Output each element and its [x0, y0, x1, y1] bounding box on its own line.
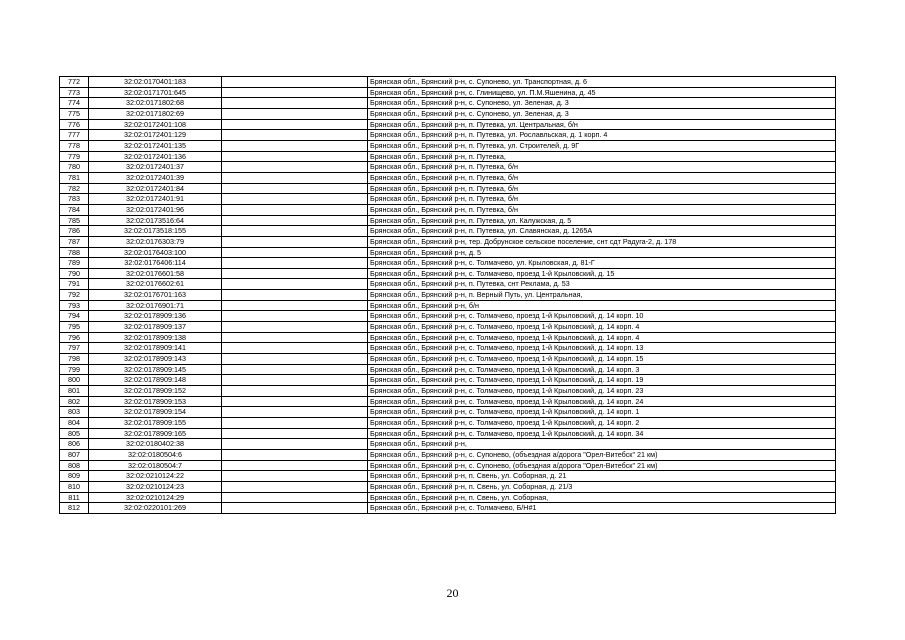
cadastral-number-cell: 32:02:0173518:155 — [89, 226, 222, 237]
table-row — [60, 418, 836, 429]
cadastral-number-cell: 32:02:0176602:61 — [89, 279, 222, 290]
cadastral-number-cell: 32:02:0172401:96 — [89, 204, 222, 215]
row-number-cell: 805 — [60, 428, 89, 439]
address-cell: Брянская обл., Брянский р-н, с. Толмачево, проезд 1-й Крыловский, д. 14 корп. 13 — [368, 343, 836, 354]
row-number-cell: 799 — [60, 364, 89, 375]
cadastral-number-cell: 32:02:0176303:79 — [89, 236, 222, 247]
property-registry-table — [59, 76, 836, 514]
table-row — [60, 77, 836, 88]
row-number-cell: 787 — [60, 236, 89, 247]
address-cell: Брянская обл., Брянский р-н, с. Толмачево, проезд 1-й Крыловский, д. 14 корп. 3 — [368, 364, 836, 375]
row-number-cell: 774 — [60, 98, 89, 109]
empty-cell — [222, 418, 368, 429]
row-number-cell: 779 — [60, 151, 89, 162]
address-cell: Брянская обл., Брянский р-н, п. Путевка, б/н — [368, 204, 836, 215]
table-row — [60, 364, 836, 375]
cadastral-number-cell: 32:02:0178909:155 — [89, 418, 222, 429]
address-cell: Брянская обл., Брянский р-н, с. Толмачево, ул. Крыловская, д. 81-Г — [368, 258, 836, 269]
cadastral-number-cell: 32:02:0172401:136 — [89, 151, 222, 162]
address-cell: Брянская обл., Брянский р-н, с. Толмачево, проезд 1-й Крыловский, д. 14 корп. 19 — [368, 375, 836, 386]
cadastral-number-cell: 32:02:0178909:152 — [89, 386, 222, 397]
row-number-cell: 791 — [60, 279, 89, 290]
row-number-cell: 806 — [60, 439, 89, 450]
table-row — [60, 396, 836, 407]
cadastral-number-cell: 32:02:0176601:58 — [89, 268, 222, 279]
table-row — [60, 386, 836, 397]
registry-table-body — [60, 77, 836, 514]
table-row — [60, 194, 836, 205]
empty-cell — [222, 311, 368, 322]
cadastral-number-cell: 32:02:0176403:100 — [89, 247, 222, 258]
row-number-cell: 781 — [60, 172, 89, 183]
row-number-cell: 798 — [60, 354, 89, 365]
table-row — [60, 332, 836, 343]
address-cell: Брянская обл., Брянский р-н, с. Толмачево, проезд 1-й Крыловский, д. 14 корп. 34 — [368, 428, 836, 439]
empty-cell — [222, 471, 368, 482]
table-row — [60, 503, 836, 514]
row-number-cell: 807 — [60, 449, 89, 460]
empty-cell — [222, 322, 368, 333]
address-cell: Брянская обл., Брянский р-н, п. Путевка, ул. Калужская, д. 5 — [368, 215, 836, 226]
cadastral-number-cell: 32:02:0176901:71 — [89, 300, 222, 311]
table-row — [60, 108, 836, 119]
address-cell: Брянская обл., Брянский р-н, тер. Добрунское сельское поселение, снт сдт Радуга-2, д. 178 — [368, 236, 836, 247]
row-number-cell: 795 — [60, 322, 89, 333]
cadastral-number-cell: 32:02:0210124:29 — [89, 492, 222, 503]
address-cell: Брянская обл., Брянский р-н, с. Супонево, ул. Транспортная, д. 6 — [368, 77, 836, 88]
row-number-cell: 785 — [60, 215, 89, 226]
table-row — [60, 460, 836, 471]
empty-cell — [222, 407, 368, 418]
cadastral-number-cell: 32:02:0171701:645 — [89, 87, 222, 98]
empty-cell — [222, 460, 368, 471]
empty-cell — [222, 194, 368, 205]
table-row — [60, 204, 836, 215]
table-row — [60, 140, 836, 151]
row-number-cell: 775 — [60, 108, 89, 119]
address-cell: Брянская обл., Брянский р-н, п. Путевка, ул. Рославльская, д. 1 корп. 4 — [368, 130, 836, 141]
cadastral-number-cell: 32:02:0171802:69 — [89, 108, 222, 119]
table-row — [60, 172, 836, 183]
address-cell: Брянская обл., Брянский р-н, п. Путевка, б/н — [368, 183, 836, 194]
address-cell: Брянская обл., Брянский р-н, с. Толмачево, проезд 1-й Крыловский, д. 14 корп. 1 — [368, 407, 836, 418]
table-row — [60, 428, 836, 439]
row-number-cell: 780 — [60, 162, 89, 173]
empty-cell — [222, 98, 368, 109]
empty-cell — [222, 258, 368, 269]
table-row — [60, 98, 836, 109]
empty-cell — [222, 77, 368, 88]
cadastral-number-cell: 32:02:0178909:136 — [89, 311, 222, 322]
row-number-cell: 794 — [60, 311, 89, 322]
empty-cell — [222, 236, 368, 247]
cadastral-number-cell: 32:02:0210124:23 — [89, 481, 222, 492]
row-number-cell: 800 — [60, 375, 89, 386]
row-number-cell: 790 — [60, 268, 89, 279]
table-row — [60, 407, 836, 418]
cadastral-number-cell: 32:02:0178909:138 — [89, 332, 222, 343]
table-row — [60, 471, 836, 482]
empty-cell — [222, 290, 368, 301]
address-cell: Брянская обл., Брянский р-н, с. Супонево, ул. Зеленая, д. 3 — [368, 108, 836, 119]
address-cell: Брянская обл., Брянский р-н, с. Супонево, ул. Зеленая, д. 3 — [368, 98, 836, 109]
empty-cell — [222, 481, 368, 492]
address-cell: Брянская обл., Брянский р-н, с. Супонево, (объездная а/дорога "Орел-Витебск" 21 км) — [368, 460, 836, 471]
empty-cell — [222, 268, 368, 279]
row-number-cell: 776 — [60, 119, 89, 130]
empty-cell — [222, 332, 368, 343]
table-row — [60, 449, 836, 460]
address-cell: Брянская обл., Брянский р-н, п. Путевка, б/н — [368, 162, 836, 173]
row-number-cell: 802 — [60, 396, 89, 407]
row-number-cell: 783 — [60, 194, 89, 205]
empty-cell — [222, 183, 368, 194]
table-row — [60, 87, 836, 98]
address-cell: Брянская обл., Брянский р-н, с. Толмачево, проезд 1-й Крыловский, д. 14 корп. 4 — [368, 322, 836, 333]
row-number-cell: 777 — [60, 130, 89, 141]
cadastral-number-cell: 32:02:0178909:137 — [89, 322, 222, 333]
address-cell: Брянская обл., Брянский р-н, с. Толмачево, проезд 1-й Крыловский, д. 14 корп. 10 — [368, 311, 836, 322]
address-cell: Брянская обл., Брянский р-н, п. Путевка, ул. Центральная, б/н — [368, 119, 836, 130]
row-number-cell: 789 — [60, 258, 89, 269]
row-number-cell: 793 — [60, 300, 89, 311]
address-cell: Брянская обл., Брянский р-н, с. Толмачево, проезд 1-й Крыловский, д. 15 — [368, 268, 836, 279]
empty-cell — [222, 108, 368, 119]
row-number-cell: 778 — [60, 140, 89, 151]
address-cell: Брянская обл., Брянский р-н, с. Супонево, (объездная а/дорога "Орел-Витебск" 21 км) — [368, 449, 836, 460]
cadastral-number-cell: 32:02:0220101:269 — [89, 503, 222, 514]
address-cell: Брянская обл., Брянский р-н, с. Толмачево, проезд 1-й Крыловский, д. 14 корп. 4 — [368, 332, 836, 343]
cadastral-number-cell: 32:02:0172401:129 — [89, 130, 222, 141]
address-cell: Брянская обл., Брянский р-н, с. Толмачево, проезд 1-й Крыловский, д. 14 корп. 2 — [368, 418, 836, 429]
cadastral-number-cell: 32:02:0172401:39 — [89, 172, 222, 183]
row-number-cell: 812 — [60, 503, 89, 514]
address-cell: Брянская обл., Брянский р-н, п. Верный Путь, ул. Центральная, — [368, 290, 836, 301]
table-row — [60, 279, 836, 290]
table-row — [60, 247, 836, 258]
empty-cell — [222, 226, 368, 237]
table-row — [60, 130, 836, 141]
empty-cell — [222, 204, 368, 215]
table-row — [60, 162, 836, 173]
row-number-cell: 801 — [60, 386, 89, 397]
empty-cell — [222, 215, 368, 226]
table-row — [60, 343, 836, 354]
empty-cell — [222, 428, 368, 439]
address-cell: Брянская обл., Брянский р-н, п. Свень, ул. Соборная, д. 21/3 — [368, 481, 836, 492]
row-number-cell: 796 — [60, 332, 89, 343]
row-number-cell: 808 — [60, 460, 89, 471]
cadastral-number-cell: 32:02:0210124:22 — [89, 471, 222, 482]
cadastral-number-cell: 32:02:0178909:141 — [89, 343, 222, 354]
cadastral-number-cell: 32:02:0172401:91 — [89, 194, 222, 205]
row-number-cell: 786 — [60, 226, 89, 237]
table-row — [60, 215, 836, 226]
table-row — [60, 300, 836, 311]
empty-cell — [222, 386, 368, 397]
row-number-cell: 772 — [60, 77, 89, 88]
row-number-cell: 792 — [60, 290, 89, 301]
cadastral-number-cell: 32:02:0171802:68 — [89, 98, 222, 109]
address-cell: Брянская обл., Брянский р-н, с. Толмачево, проезд 1-й Крыловский, д. 14 корп. 23 — [368, 386, 836, 397]
address-cell: Брянская обл., Брянский р-н, с. Глинищево, ул. П.М.Яшенина, д. 45 — [368, 87, 836, 98]
empty-cell — [222, 439, 368, 450]
empty-cell — [222, 119, 368, 130]
row-number-cell: 811 — [60, 492, 89, 503]
empty-cell — [222, 375, 368, 386]
row-number-cell: 784 — [60, 204, 89, 215]
empty-cell — [222, 449, 368, 460]
table-row — [60, 258, 836, 269]
table-row — [60, 226, 836, 237]
address-cell: Брянская обл., Брянский р-н, — [368, 439, 836, 450]
address-cell: Брянская обл., Брянский р-н, п. Свень, ул. Соборная, д. 21 — [368, 471, 836, 482]
row-number-cell: 782 — [60, 183, 89, 194]
table-row — [60, 290, 836, 301]
cadastral-number-cell: 32:02:0178909:154 — [89, 407, 222, 418]
address-cell: Брянская обл., Брянский р-н, п. Путевка, б/н — [368, 172, 836, 183]
cadastral-number-cell: 32:02:0172401:135 — [89, 140, 222, 151]
table-row — [60, 119, 836, 130]
empty-cell — [222, 492, 368, 503]
address-cell: Брянская обл., Брянский р-н, п. Путевка, — [368, 151, 836, 162]
address-cell: Брянская обл., Брянский р-н, б/н — [368, 300, 836, 311]
cadastral-number-cell: 32:02:0170401:183 — [89, 77, 222, 88]
table-row — [60, 268, 836, 279]
empty-cell — [222, 130, 368, 141]
row-number-cell: 810 — [60, 481, 89, 492]
table-row — [60, 311, 836, 322]
table-row — [60, 439, 836, 450]
empty-cell — [222, 172, 368, 183]
empty-cell — [222, 162, 368, 173]
cadastral-number-cell: 32:02:0180504:7 — [89, 460, 222, 471]
cadastral-number-cell: 32:02:0180402:38 — [89, 439, 222, 450]
cadastral-number-cell: 32:02:0178909:153 — [89, 396, 222, 407]
page-number: 20 — [446, 586, 459, 600]
address-cell: Брянская обл., Брянский р-н, п. Путевка, ул. Строителей, д. 9Г — [368, 140, 836, 151]
cadastral-number-cell: 32:02:0178909:145 — [89, 364, 222, 375]
cadastral-number-cell: 32:02:0178909:148 — [89, 375, 222, 386]
table-row — [60, 151, 836, 162]
row-number-cell: 804 — [60, 418, 89, 429]
row-number-cell: 809 — [60, 471, 89, 482]
empty-cell — [222, 300, 368, 311]
empty-cell — [222, 343, 368, 354]
table-row — [60, 354, 836, 365]
table-row — [60, 481, 836, 492]
empty-cell — [222, 396, 368, 407]
table-row — [60, 236, 836, 247]
empty-cell — [222, 247, 368, 258]
empty-cell — [222, 151, 368, 162]
row-number-cell: 797 — [60, 343, 89, 354]
cadastral-number-cell: 32:02:0176406:114 — [89, 258, 222, 269]
empty-cell — [222, 354, 368, 365]
empty-cell — [222, 364, 368, 375]
address-cell: Брянская обл., Брянский р-н, с. Толмачево, проезд 1-й Крыловский, д. 14 корп. 24 — [368, 396, 836, 407]
cadastral-number-cell: 32:02:0173516:64 — [89, 215, 222, 226]
row-number-cell: 788 — [60, 247, 89, 258]
empty-cell — [222, 279, 368, 290]
table-row — [60, 492, 836, 503]
row-number-cell: 803 — [60, 407, 89, 418]
empty-cell — [222, 87, 368, 98]
address-cell: Брянская обл., Брянский р-н, п. Путевка, б/н — [368, 194, 836, 205]
row-number-cell: 773 — [60, 87, 89, 98]
cadastral-number-cell: 32:02:0180504:6 — [89, 449, 222, 460]
address-cell: Брянская обл., Брянский р-н, п. Путевка, ул. Славянская, д. 1265А — [368, 226, 836, 237]
cadastral-number-cell: 32:02:0172401:84 — [89, 183, 222, 194]
empty-cell — [222, 503, 368, 514]
cadastral-number-cell: 32:02:0172401:108 — [89, 119, 222, 130]
table-row — [60, 183, 836, 194]
table-row — [60, 375, 836, 386]
empty-cell — [222, 140, 368, 151]
address-cell: Брянская обл., Брянский р-н, с. Толмачево, Б/Н#1 — [368, 503, 836, 514]
cadastral-number-cell: 32:02:0178909:165 — [89, 428, 222, 439]
address-cell: Брянская обл., Брянский р-н, п. Свень, ул. Соборная, — [368, 492, 836, 503]
address-cell: Брянская обл., Брянский р-н, с. Толмачево, проезд 1-й Крыловский, д. 14 корп. 15 — [368, 354, 836, 365]
cadastral-number-cell: 32:02:0178909:143 — [89, 354, 222, 365]
cadastral-number-cell: 32:02:0172401:37 — [89, 162, 222, 173]
address-cell: Брянская обл., Брянский р-н, п. Путевка, снт Реклама, д. 53 — [368, 279, 836, 290]
table-row — [60, 322, 836, 333]
address-cell: Брянская обл., Брянский р-н, д. 5 — [368, 247, 836, 258]
cadastral-number-cell: 32:02:0176701:163 — [89, 290, 222, 301]
